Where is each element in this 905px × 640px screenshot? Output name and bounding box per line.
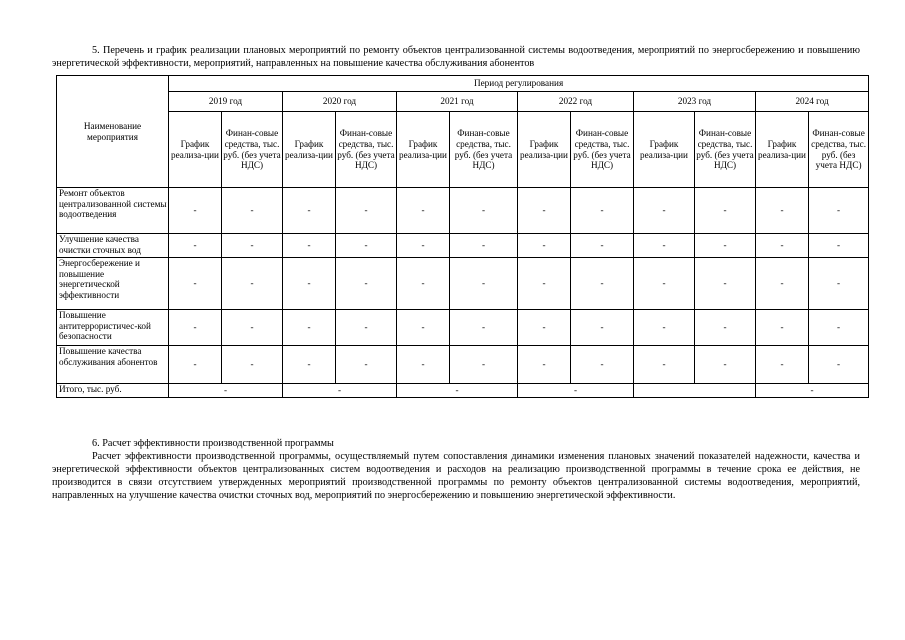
table-row — [57, 234, 869, 258]
total-cell: - — [756, 384, 869, 398]
subheader-finance: Финан-совые средства, тыс. руб. (без учета НДС) — [336, 112, 397, 188]
table-cell: - — [222, 346, 283, 384]
total-cell: - — [169, 384, 283, 398]
table-cell: - — [634, 346, 695, 384]
table-cell: - — [634, 234, 695, 258]
year-header: 2022 год — [518, 92, 634, 112]
table-cell: - — [397, 346, 450, 384]
year-header: 2020 год — [283, 92, 397, 112]
table-cell: - — [336, 310, 397, 346]
subheader-finance: Финан-совые средства, тыс. руб. (без учета НДС) — [809, 112, 869, 188]
table-cell: - — [169, 310, 222, 346]
table-cell: - — [336, 234, 397, 258]
subheader-finance: Финан-совые средства, тыс. руб. (без учета НДС) — [571, 112, 634, 188]
plan-table — [56, 75, 869, 398]
table-cell: - — [756, 188, 809, 234]
subheader-finance: Финан-совые средства, тыс. руб. (без учета НДС) — [222, 112, 283, 188]
table-cell: - — [695, 346, 756, 384]
subheader-schedule: График реализа-ции — [756, 112, 809, 188]
table-cell: - — [450, 188, 518, 234]
table-cell: - — [283, 310, 336, 346]
table-cell: - — [695, 310, 756, 346]
section-5-title: 5. Перечень и график реализации плановых мероприятий по ремонту объектов централизованной системы водоотведения, мероприятий по энергосбережению и повышению энергетической эффективности, мероприятий, направленных на повышение качества обслуживания абонентов — [52, 45, 860, 69]
total-cell — [634, 384, 756, 398]
total-cell: - — [518, 384, 634, 398]
table-cell: - — [336, 188, 397, 234]
subheader-schedule: График реализа-ции — [634, 112, 695, 188]
table-cell: - — [809, 188, 869, 234]
table-cell: - — [571, 346, 634, 384]
subheader-schedule: График реализа-ции — [283, 112, 336, 188]
table-cell: - — [397, 310, 450, 346]
table-cell: - — [450, 310, 518, 346]
table-cell: - — [634, 310, 695, 346]
year-header: 2021 год — [397, 92, 518, 112]
row-name: Ремонт объектов централизованной системы водоотведения — [57, 188, 169, 234]
row-name: Повышение качества обслуживания абонентов — [57, 346, 169, 384]
table-cell: - — [283, 234, 336, 258]
table-cell: - — [571, 310, 634, 346]
table-cell: - — [571, 188, 634, 234]
table-cell: - — [169, 258, 222, 310]
subheader-schedule: График реализа-ции — [397, 112, 450, 188]
table-cell: - — [450, 346, 518, 384]
table-cell: - — [756, 310, 809, 346]
table-cell: - — [809, 310, 869, 346]
period-header: Период регулирования — [169, 76, 869, 92]
section-6-title: 6. Расчет эффективности производственной программы — [92, 438, 334, 449]
table-row — [57, 310, 869, 346]
table-cell: - — [518, 258, 571, 310]
subheader-schedule: График реализа-ции — [518, 112, 571, 188]
column-header-name: Наименование мероприятия — [57, 76, 169, 188]
table-cell: - — [518, 310, 571, 346]
table-cell: - — [283, 346, 336, 384]
table-cell: - — [397, 188, 450, 234]
subheader-finance: Финан-совые средства, тыс. руб. (без учета НДС) — [450, 112, 518, 188]
table-cell: - — [169, 346, 222, 384]
total-label: Итого, тыс. руб. — [57, 384, 169, 398]
table-cell: - — [222, 234, 283, 258]
table-cell: - — [397, 234, 450, 258]
row-name: Повышение антитеррористичес-кой безопасности — [57, 310, 169, 346]
table-cell: - — [756, 234, 809, 258]
row-name: Улучшение качества очистки сточных вод — [57, 234, 169, 258]
section-6-body: Расчет эффективности производственной программы, осуществляемый путем сопоставления динамики изменения плановых значений показателей надежности, качества и энергетической эффективности объектов централизованных систем водоотведения и расходов на реализацию производственной программы в течение срока ее действия, не производится в связи отсутствием утвержденных мероприятий производственной программы по ремонту объектов централизованной системы водоотведения, мероприятий, направленных на улучшение качества очистки сточных вод, мероприятий по энергосбережению и повышению энергетической эффективности. — [52, 451, 860, 501]
table-cell: - — [756, 258, 809, 310]
table-cell: - — [169, 188, 222, 234]
table-cell: - — [571, 234, 634, 258]
table-cell: - — [634, 258, 695, 310]
row-name: Энергосбережение и повышение энергетической эффективности — [57, 258, 169, 310]
subheader-finance: Финан-совые средства, тыс. руб. (без учета НДС) — [695, 112, 756, 188]
table-cell: - — [518, 188, 571, 234]
table-cell: - — [809, 346, 869, 384]
table-cell: - — [695, 258, 756, 310]
table-cell: - — [695, 234, 756, 258]
table-cell: - — [169, 234, 222, 258]
table-cell: - — [222, 258, 283, 310]
table-row — [57, 346, 869, 384]
table-cell: - — [450, 234, 518, 258]
total-cell: - — [283, 384, 397, 398]
year-header: 2023 год — [634, 92, 756, 112]
table-cell: - — [336, 258, 397, 310]
subheader-schedule: График реализа-ции — [169, 112, 222, 188]
table-cell: - — [336, 346, 397, 384]
table-cell: - — [809, 258, 869, 310]
table-cell: - — [634, 188, 695, 234]
year-header: 2019 год — [169, 92, 283, 112]
table-row — [57, 258, 869, 310]
total-row — [57, 384, 869, 398]
table-cell: - — [222, 310, 283, 346]
table-cell: - — [518, 346, 571, 384]
table-cell: - — [283, 258, 336, 310]
table-cell: - — [518, 234, 571, 258]
table-cell: - — [283, 188, 336, 234]
table-cell: - — [756, 346, 809, 384]
table-cell: - — [450, 258, 518, 310]
total-cell: - — [397, 384, 518, 398]
table-row — [57, 188, 869, 234]
table-cell: - — [571, 258, 634, 310]
table-cell: - — [695, 188, 756, 234]
table-cell: - — [222, 188, 283, 234]
table-cell: - — [397, 258, 450, 310]
table-cell: - — [809, 234, 869, 258]
year-header: 2024 год — [756, 92, 869, 112]
